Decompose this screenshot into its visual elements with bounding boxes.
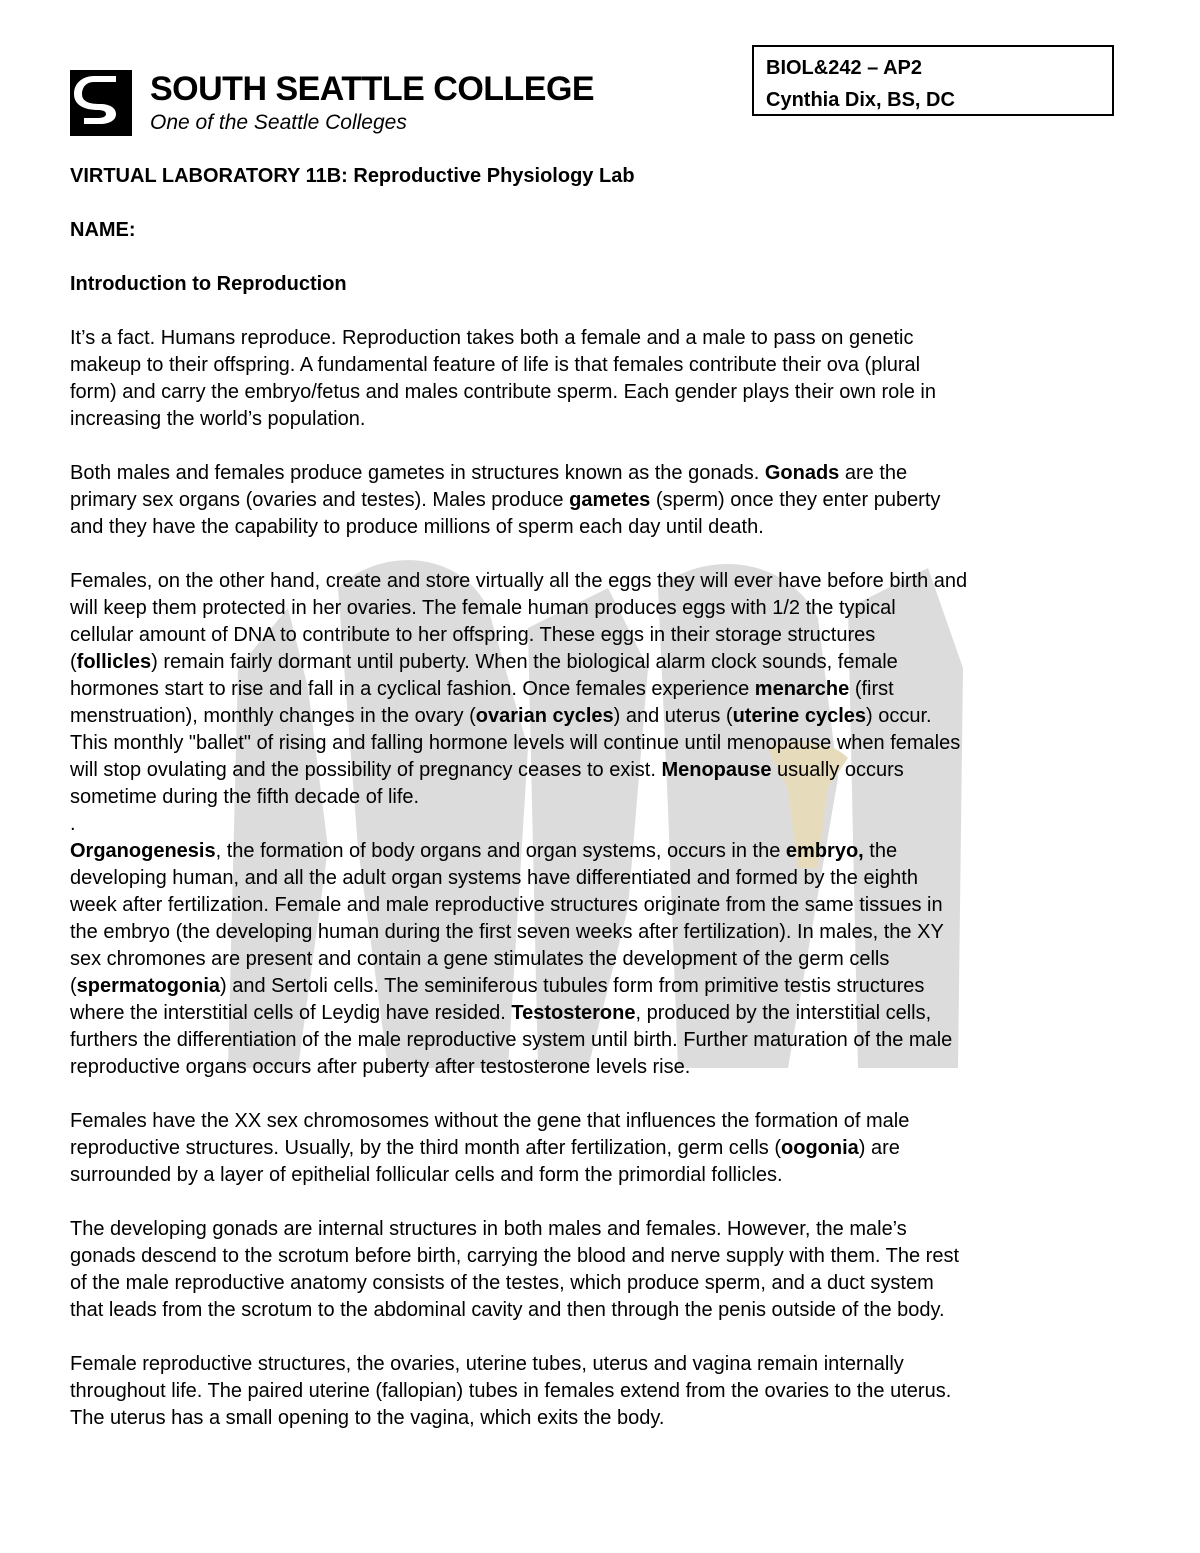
bold-term: Organogenesis — [70, 840, 216, 862]
lab-title: VIRTUAL LABORATORY 11B: Reproductive Physiology Lab — [70, 165, 635, 187]
course-code: BIOL&242 – AP2 — [766, 57, 922, 79]
paragraph — [70, 325, 1132, 433]
paragraph-line: sometime during the fifth decade of life. — [70, 786, 420, 808]
bold-term: menarche — [754, 678, 850, 700]
bold-term: Testosterone — [511, 1002, 636, 1024]
paragraph-line: hormones start to rise and fall in a cyclical fashion. Once females experience menarche (first — [70, 678, 894, 700]
paragraph-line: throughout life. The paired uterine (fallopian) tubes in females extend from the ovaries to the uterus. — [70, 1380, 952, 1402]
paragraph-line: that leads from the scrotum to the abdominal cavity and then through the penis outside of the body. — [70, 1299, 945, 1321]
college-name: SOUTH SEATTLE COLLEGE — [150, 70, 595, 108]
paragraph-line: It’s a fact. Humans reproduce. Reproduction takes both a female and a male to pass on genetic — [70, 327, 914, 349]
bold-term: follicles — [76, 651, 152, 673]
paragraph-line: form) and carry the embryo/fetus and males contribute sperm. Each gender plays their own role in — [70, 381, 936, 403]
course-info-box — [752, 45, 1114, 116]
paragraph-line: makeup to their offspring. A fundamental feature of life is that females contribute their ova (plural — [70, 354, 921, 376]
bold-term: ovarian cycles — [475, 705, 614, 727]
paragraph-line: This monthly "ballet" of rising and falling hormone levels will continue until menopause when females — [70, 732, 961, 754]
paragraph-line: Female reproductive structures, the ovaries, uterine tubes, uterus and vagina remain internally — [70, 1353, 904, 1375]
paragraph-line: Organogenesis, the formation of body organs and organ systems, occurs in the embryo, the — [70, 840, 898, 862]
paragraph-line: reproductive structures. Usually, by the third month after fertilization, germ cells (oogonia) are — [70, 1137, 900, 1159]
paragraph-line: will keep them protected in her ovaries. The female human produces eggs with 1/2 the typical — [70, 597, 896, 619]
paragraph-line: primary sex organs (ovaries and testes). Males produce gametes (sperm) once they enter puberty — [70, 489, 941, 511]
college-s-logo-icon — [70, 70, 132, 136]
section-heading: Introduction to Reproduction — [70, 273, 347, 295]
bold-term: gametes — [569, 489, 651, 511]
paragraph-line: (follicles) remain fairly dormant until puberty. When the biological alarm clock sounds, female — [70, 651, 898, 673]
paragraph — [70, 1108, 1132, 1189]
bold-term: oogonia — [781, 1137, 859, 1159]
instructor-name: Cynthia Dix, BS, DC — [766, 89, 955, 111]
paragraph-list — [70, 325, 1132, 1432]
college-logo — [70, 70, 595, 138]
bold-term: uterine cycles — [732, 705, 867, 727]
paragraph-line: where the interstitial cells of Leydig have resided. Testosterone, produced by the interstitial cells, — [70, 1002, 932, 1024]
paragraph-line: gonads descend to the scrotum before birth, carrying the blood and nerve supply with them. The rest — [70, 1245, 960, 1267]
paragraph-line: developing human, and all the adult organ systems have differentiated and formed by the eighth — [70, 867, 918, 889]
paragraph — [70, 1216, 1132, 1324]
paragraph-line: The uterus has a small opening to the vagina, which exits the body. — [70, 1407, 665, 1429]
college-tagline: One of the Seattle Colleges — [150, 111, 407, 134]
paragraph-line: . — [70, 813, 76, 835]
bold-term: spermatogonia — [76, 975, 221, 997]
paragraph-line: Females, on the other hand, create and store virtually all the eggs they will ever have before birth and — [70, 570, 968, 592]
paragraph-line: Females have the XX sex chromosomes without the gene that influences the formation of male — [70, 1110, 910, 1132]
paragraph — [70, 1351, 1132, 1432]
paragraph-line: the embryo (the developing human during the first seven weeks after fertilization). In males, the XY — [70, 921, 944, 943]
paragraph-line: menstruation), monthly changes in the ovary (ovarian cycles) and uterus (uterine cycles) occur. — [70, 705, 932, 727]
bold-term: Gonads — [764, 462, 840, 484]
bold-term: Menopause — [661, 759, 772, 781]
paragraph-line: reproductive organs occurs after puberty after testosterone levels rise. — [70, 1056, 691, 1078]
paragraph — [70, 568, 1132, 838]
paragraph-line: surrounded by a layer of epithelial follicular cells and form the primordial follicles. — [70, 1164, 783, 1186]
paragraph — [70, 838, 1132, 1081]
paragraph-line: furthers the differentiation of the male reproductive system until birth. Further maturation of the male — [70, 1029, 953, 1051]
document-body — [70, 163, 1132, 1459]
paragraph-line: week after fertilization. Female and male reproductive structures originate from the same tissues in — [70, 894, 943, 916]
name-label: NAME: — [70, 219, 136, 241]
paragraph-line: of the male reproductive anatomy consists of the testes, which produce sperm, and a duct system — [70, 1272, 934, 1294]
paragraph-line: increasing the world’s population. — [70, 408, 366, 430]
paragraph-line: cellular amount of DNA to contribute to her offspring. These eggs in their storage structures — [70, 624, 876, 646]
paragraph-line: sex chromones are present and contain a gene stimulates the development of the germ cells — [70, 948, 890, 970]
paragraph-line: will stop ovulating and the possibility of pregnancy ceases to exist. Menopause usually occurs — [70, 759, 904, 781]
paragraph-line: Both males and females produce gametes in structures known as the gonads. Gonads are the — [70, 462, 908, 484]
paragraph — [70, 460, 1132, 541]
paragraph-line: The developing gonads are internal structures in both males and females. However, the male’s — [70, 1218, 907, 1240]
paragraph-line: and they have the capability to produce millions of sperm each day until death. — [70, 516, 764, 538]
bold-term: embryo, — [785, 840, 864, 862]
paragraph-line: (spermatogonia) and Sertoli cells. The seminiferous tubules form from primitive testis structures — [70, 975, 925, 997]
